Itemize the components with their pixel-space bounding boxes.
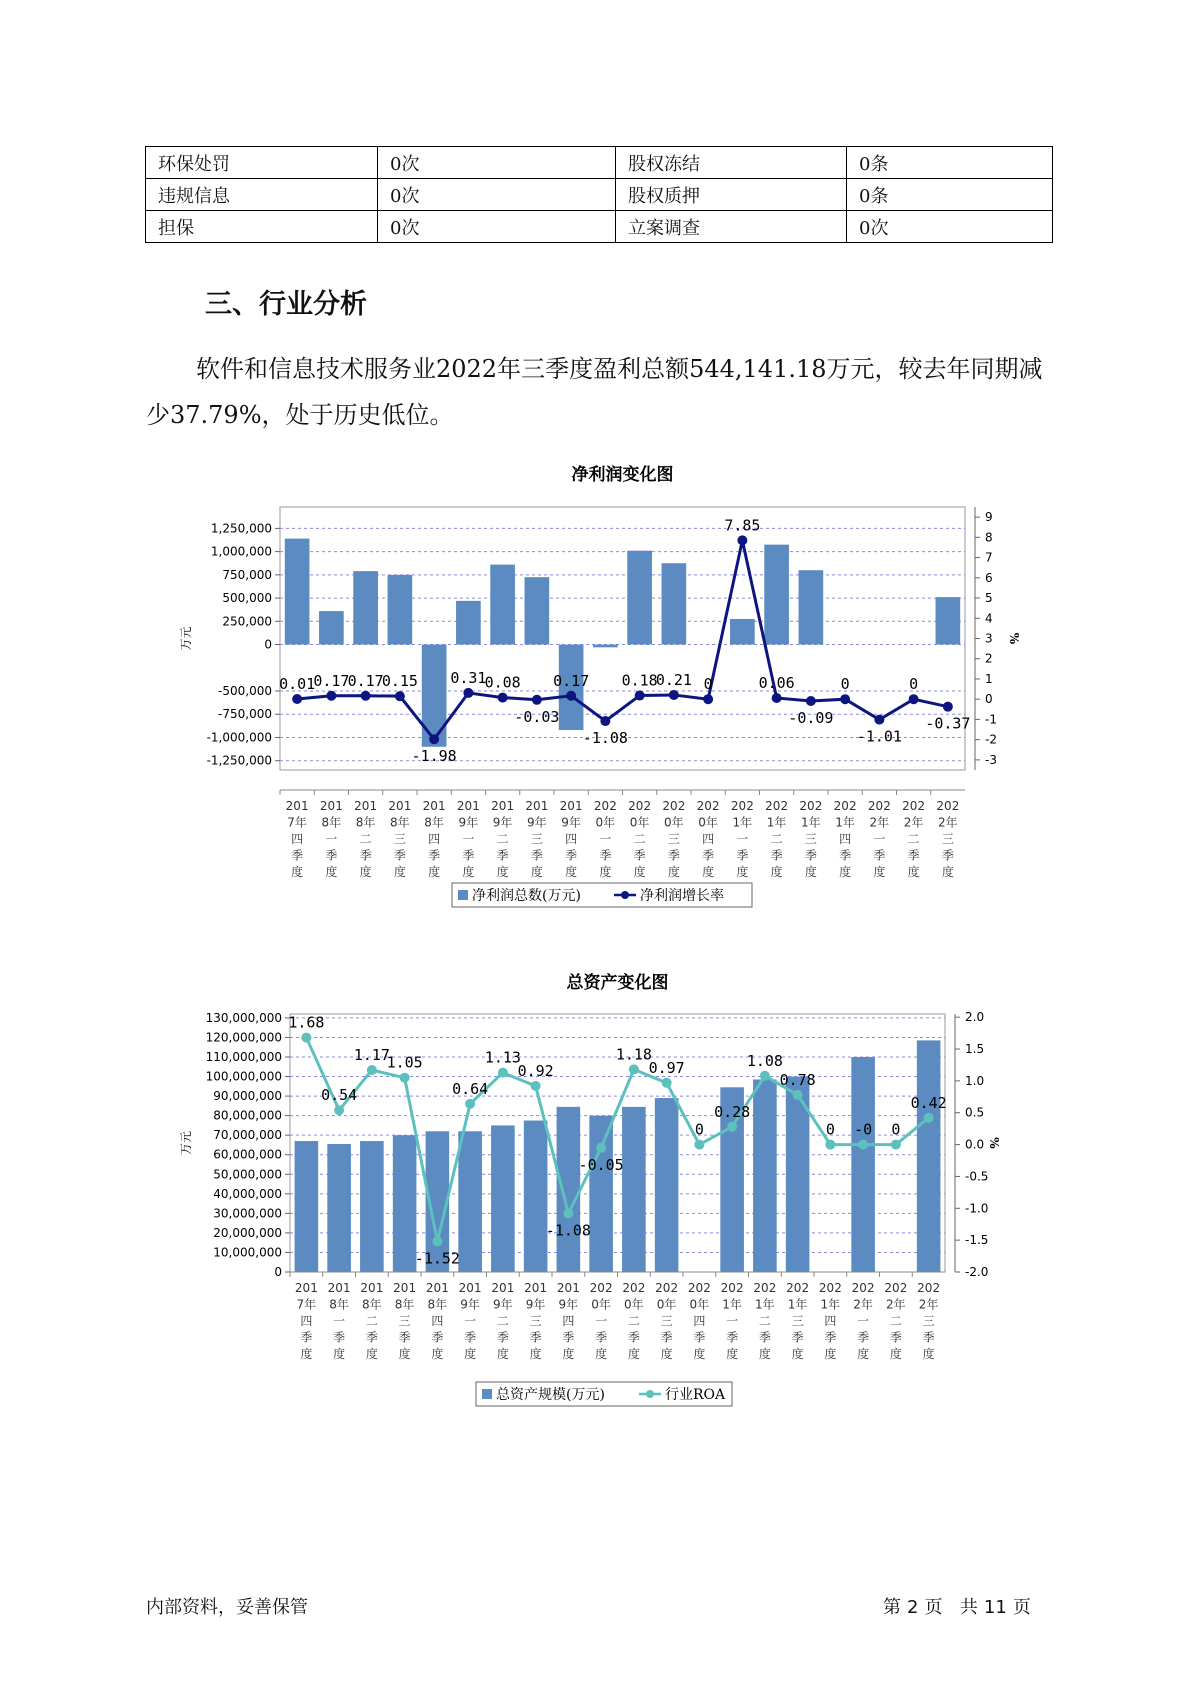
x-tick-label: 201 8年一季度 — [319, 799, 343, 879]
page-num: 2 — [907, 1597, 919, 1618]
data-label: 0.54 — [321, 1086, 358, 1105]
data-label: 0.17 — [313, 671, 350, 690]
total-label-2: 页 — [1012, 1597, 1031, 1618]
data-label: 0.17 — [553, 671, 590, 690]
data-label: -0.03 — [514, 707, 560, 726]
y-tick-label: 1,250,000 — [210, 521, 272, 536]
x-tick-label: 202 2年一季度 — [867, 799, 891, 879]
y-tick-label: -750,000 — [218, 707, 272, 722]
line-point — [909, 694, 919, 704]
line-point — [662, 1078, 672, 1088]
table-cell-value: 0条 — [847, 147, 1053, 179]
line-point — [400, 1073, 410, 1083]
y-tick-label: 250,000 — [222, 614, 272, 629]
line-point — [429, 734, 439, 744]
bar — [490, 565, 515, 645]
x-tick-label: 201 8年一季度 — [327, 1281, 351, 1361]
bar — [360, 1141, 384, 1272]
y-tick-label: 20,000,000 — [213, 1225, 282, 1240]
y2-tick-label: 1 — [985, 671, 993, 686]
data-label: 0.17 — [347, 671, 384, 690]
data-label: 0.21 — [655, 670, 692, 689]
legend-line-marker — [646, 1390, 654, 1398]
x-tick-label: 202 0年三季度 — [655, 1281, 679, 1361]
y2-tick-label: 8 — [985, 530, 993, 545]
x-tick-label: 201 9年四季度 — [559, 799, 583, 879]
bar — [851, 1057, 875, 1272]
data-label: 0.28 — [714, 1102, 751, 1121]
y2-tick-label: -1.5 — [965, 1233, 989, 1248]
y2-tick-label: -1.0 — [965, 1201, 989, 1216]
x-tick-label: 202 0年四季度 — [687, 1281, 711, 1361]
y2-tick-label: 9 — [985, 510, 993, 525]
table-cell-label: 违规信息 — [146, 179, 378, 211]
data-label: -0.09 — [788, 709, 834, 728]
y2-tick-label: -1 — [985, 712, 997, 727]
legend-bar-label: 总资产规模(万元) — [496, 1387, 605, 1403]
risk-info-table — [145, 146, 1053, 243]
bar — [525, 577, 550, 644]
x-tick-label: 201 9年三季度 — [525, 799, 549, 879]
line-point — [629, 1064, 639, 1074]
page-label-2: 页 — [924, 1597, 943, 1618]
data-label: 0.92 — [517, 1061, 554, 1080]
table-row — [146, 211, 1053, 243]
line-point — [301, 1033, 311, 1043]
x-tick-label: 202 1年一季度 — [720, 1281, 744, 1361]
x-tick-label: 202 0年三季度 — [662, 799, 686, 879]
data-label: 0.08 — [484, 673, 521, 692]
x-tick-label: 201 8年二季度 — [354, 799, 378, 879]
data-label: -1.01 — [856, 727, 902, 746]
x-tick-label: 201 8年三季度 — [393, 1281, 417, 1361]
table-cell-value: 0次 — [378, 179, 616, 211]
y2-tick-label: 4 — [985, 611, 993, 626]
table-cell-label: 立案调查 — [616, 211, 847, 243]
x-tick-label: 202 1年四季度 — [833, 799, 857, 879]
line-point — [793, 1090, 803, 1100]
bar — [593, 645, 618, 648]
bar — [422, 645, 447, 747]
x-tick-label: 201 8年三季度 — [388, 799, 412, 879]
line-point — [772, 693, 782, 703]
x-tick-label: 202 0年二季度 — [628, 799, 652, 879]
y2-tick-label: 5 — [985, 591, 993, 606]
line-point — [669, 690, 679, 700]
x-tick-label: 202 0年一季度 — [589, 1281, 613, 1361]
line-point — [596, 1143, 606, 1153]
x-tick-label: 202 2年一季度 — [851, 1281, 875, 1361]
y-tick-label: -1,000,000 — [206, 730, 272, 745]
bar — [753, 1079, 777, 1272]
data-label: 1.17 — [353, 1046, 390, 1065]
x-tick-label: 201 7年四季度 — [294, 1281, 318, 1361]
legend-bar-swatch — [482, 1389, 492, 1399]
data-label: 0.64 — [452, 1079, 489, 1098]
footer-confidential: 内部资料，妥善保管 — [146, 1597, 308, 1618]
line-point — [635, 691, 645, 701]
x-tick-label: 201 9年三季度 — [524, 1281, 548, 1361]
y-tick-label: 100,000,000 — [205, 1069, 282, 1084]
y2-tick-label: 7 — [985, 550, 993, 565]
y-tick-label: 70,000,000 — [213, 1128, 282, 1143]
data-label: 7.85 — [724, 516, 761, 535]
line-point — [943, 702, 953, 712]
line-point — [694, 1140, 704, 1150]
x-tick-label: 201 9年二季度 — [491, 1281, 515, 1361]
x-tick-label: 202 0年二季度 — [622, 1281, 646, 1361]
x-tick-label: 201 8年四季度 — [425, 1281, 449, 1361]
bar — [458, 1131, 482, 1272]
y-tick-label: 30,000,000 — [213, 1206, 282, 1221]
x-tick-label: 202 0年四季度 — [696, 799, 720, 879]
legend-line-label: 行业ROA — [665, 1387, 726, 1403]
line-point — [891, 1140, 901, 1150]
x-tick-label: 201 9年二季度 — [491, 799, 515, 879]
table-cell-value: 0次 — [378, 147, 616, 179]
table-cell-value: 0次 — [378, 211, 616, 243]
table-cell-value: 0条 — [847, 179, 1053, 211]
y-tick-label: 1,000,000 — [210, 544, 272, 559]
y-tick-label: 60,000,000 — [213, 1147, 282, 1162]
legend-bar-label: 净利润总数(万元) — [472, 888, 581, 904]
x-tick-label: 202 2年二季度 — [902, 799, 926, 879]
line-point — [563, 1208, 573, 1218]
line-point — [600, 716, 610, 726]
line-point — [292, 694, 302, 704]
y-tick-label: -1,250,000 — [206, 753, 272, 768]
y2-axis-label: % — [1007, 632, 1021, 645]
total-label-1: 共 — [959, 1597, 978, 1618]
total-assets-chart — [0, 958, 1191, 1418]
bar — [662, 563, 687, 644]
legend-bar-swatch — [458, 890, 468, 900]
data-label: -0 — [854, 1120, 873, 1139]
x-tick-label: 201 9年四季度 — [556, 1281, 580, 1361]
y2-tick-label: -3 — [985, 752, 997, 767]
bar — [764, 545, 789, 645]
x-tick-label: 202 2年三季度 — [917, 1281, 941, 1361]
bar — [557, 1107, 581, 1272]
section-title: 三、行业分析 — [205, 289, 367, 320]
data-label: 0.18 — [621, 671, 658, 690]
x-tick-label: 202 1年二季度 — [753, 1281, 777, 1361]
line-point — [858, 1140, 868, 1150]
data-label: -1.08 — [582, 729, 628, 748]
line-point — [326, 691, 336, 701]
x-tick-label: 202 1年四季度 — [818, 1281, 842, 1361]
table-row — [146, 147, 1053, 179]
net-profit-chart — [0, 455, 1191, 915]
line-point — [703, 694, 713, 704]
y2-tick-label: 0.5 — [965, 1105, 985, 1120]
x-tick-label: 201 7年四季度 — [285, 799, 309, 879]
y-axis-label: 万元 — [179, 1130, 193, 1156]
legend-line-marker — [621, 891, 629, 899]
y-tick-label: 120,000,000 — [205, 1030, 282, 1045]
data-label: 0 — [840, 675, 850, 694]
table-cell-label: 股权冻结 — [616, 147, 847, 179]
line-point — [498, 693, 508, 703]
line-point — [432, 1236, 442, 1246]
data-label: 0.78 — [779, 1070, 816, 1089]
y-tick-label: 750,000 — [222, 567, 272, 582]
data-label: 1.13 — [484, 1048, 521, 1067]
line-point — [727, 1122, 737, 1132]
data-label: 0 — [703, 675, 713, 694]
x-tick-label: 201 9年一季度 — [458, 1281, 482, 1361]
y-tick-label: 130,000,000 — [205, 1010, 282, 1025]
y2-axis-label: % — [987, 1137, 1001, 1149]
y-tick-label: 90,000,000 — [213, 1089, 282, 1104]
chart-title: 净利润变化图 — [571, 465, 674, 485]
footer-page-number — [883, 1593, 1037, 1619]
y2-tick-label: 0 — [985, 692, 993, 707]
data-label: 1.68 — [288, 1013, 325, 1032]
data-label: -0.37 — [925, 714, 971, 733]
line-point — [367, 1065, 377, 1075]
bar — [622, 1107, 646, 1272]
y-tick-label: 80,000,000 — [213, 1108, 282, 1123]
y2-tick-label: -2 — [985, 732, 997, 747]
bar — [917, 1040, 941, 1272]
data-label: 1.18 — [615, 1045, 652, 1064]
y2-tick-label: 2.0 — [965, 1010, 985, 1025]
line-point — [825, 1140, 835, 1150]
y-tick-label: -500,000 — [218, 684, 272, 699]
data-label: 0 — [694, 1120, 704, 1139]
x-tick-label: 202 1年三季度 — [799, 799, 823, 879]
y-tick-label: 40,000,000 — [213, 1186, 282, 1201]
y-axis-label: 万元 — [179, 626, 193, 651]
data-label: -0.05 — [578, 1155, 624, 1174]
y-tick-label: 10,000,000 — [213, 1245, 282, 1260]
bar — [456, 601, 481, 645]
line-point — [737, 535, 747, 545]
total-assets-chart-svg — [0, 958, 1191, 1418]
line-point — [532, 695, 542, 705]
bar — [353, 571, 378, 644]
y-tick-label: 0 — [264, 637, 272, 652]
y2-tick-label: 6 — [985, 570, 993, 585]
line-point — [924, 1113, 934, 1123]
bar — [799, 570, 824, 644]
data-label: 0.06 — [758, 673, 795, 692]
y2-tick-label: 0.0 — [965, 1137, 985, 1152]
data-label: 0 — [891, 1120, 901, 1139]
y2-tick-label: -0.5 — [965, 1169, 989, 1184]
data-label: 0.42 — [910, 1093, 947, 1112]
table-cell-value: 0次 — [847, 211, 1053, 243]
x-tick-label: 201 8年二季度 — [360, 1281, 384, 1361]
line-point — [806, 696, 816, 706]
bar — [655, 1098, 679, 1272]
line-point — [463, 688, 473, 698]
net-profit-chart-svg — [0, 455, 1191, 915]
table-cell-label: 担保 — [146, 211, 378, 243]
x-tick-label: 202 1年三季度 — [786, 1281, 810, 1361]
x-tick-label: 202 1年一季度 — [730, 799, 754, 879]
bar — [589, 1116, 613, 1272]
bar — [388, 575, 413, 645]
bar — [491, 1125, 515, 1272]
bar — [393, 1135, 417, 1272]
data-label: 0.15 — [381, 672, 418, 691]
line-point — [760, 1071, 770, 1081]
line-point — [531, 1081, 541, 1091]
chart-title: 总资产变化图 — [566, 973, 669, 993]
line-point — [840, 694, 850, 704]
data-label: 0.97 — [648, 1058, 685, 1077]
x-tick-label: 201 9年一季度 — [456, 799, 480, 879]
table-cell-label: 环保处罚 — [146, 147, 378, 179]
line-point — [334, 1105, 344, 1115]
bar — [285, 539, 310, 645]
line-point — [361, 691, 371, 701]
y-tick-label: 50,000,000 — [213, 1167, 282, 1182]
legend-line-label: 净利润增长率 — [640, 888, 724, 904]
data-label: 0.01 — [279, 674, 316, 693]
bar — [327, 1144, 351, 1272]
line-point — [566, 691, 576, 701]
bar — [295, 1141, 319, 1272]
table-row — [146, 179, 1053, 211]
x-tick-label: 202 2年二季度 — [884, 1281, 908, 1361]
page-label-1: 第 — [883, 1597, 901, 1618]
data-label: 0.31 — [450, 668, 487, 687]
bar — [524, 1121, 548, 1272]
y-tick-label: 0 — [274, 1265, 282, 1279]
y2-tick-label: 1.0 — [965, 1073, 985, 1088]
x-tick-label: 201 8年四季度 — [422, 799, 446, 879]
y2-tick-label: -2.0 — [965, 1265, 989, 1279]
x-tick-label: 202 2年三季度 — [936, 799, 960, 879]
table-cell-label: 股权质押 — [616, 179, 847, 211]
data-label: 1.08 — [746, 1051, 783, 1070]
data-label: 0 — [909, 675, 919, 694]
data-label: 1.05 — [386, 1053, 423, 1072]
line-point — [465, 1099, 475, 1109]
x-tick-label: 202 0年一季度 — [593, 799, 617, 879]
total-num: 11 — [983, 1597, 1007, 1618]
bar — [319, 611, 344, 644]
data-label: -1.08 — [545, 1221, 591, 1240]
data-label: 0 — [825, 1120, 835, 1139]
bar — [627, 551, 652, 645]
y-tick-label: 110,000,000 — [205, 1050, 282, 1064]
line-point — [395, 691, 405, 701]
y2-tick-label: 3 — [985, 631, 993, 646]
y-tick-label: 500,000 — [222, 591, 272, 606]
y2-tick-label: 1.5 — [965, 1042, 985, 1057]
y2-tick-label: 2 — [985, 651, 993, 666]
data-label: -1.98 — [411, 747, 457, 766]
data-label: -1.52 — [414, 1249, 460, 1268]
line-point — [498, 1068, 508, 1078]
bar — [730, 619, 755, 645]
line-point — [874, 715, 884, 725]
x-tick-label: 202 1年二季度 — [765, 799, 789, 879]
bar — [936, 597, 961, 644]
section-paragraph: 软件和信息技术服务业2022年三季度盈利总额544,141.18万元，较去年同期减少37.79%，处于历史低位。 — [146, 355, 1043, 429]
